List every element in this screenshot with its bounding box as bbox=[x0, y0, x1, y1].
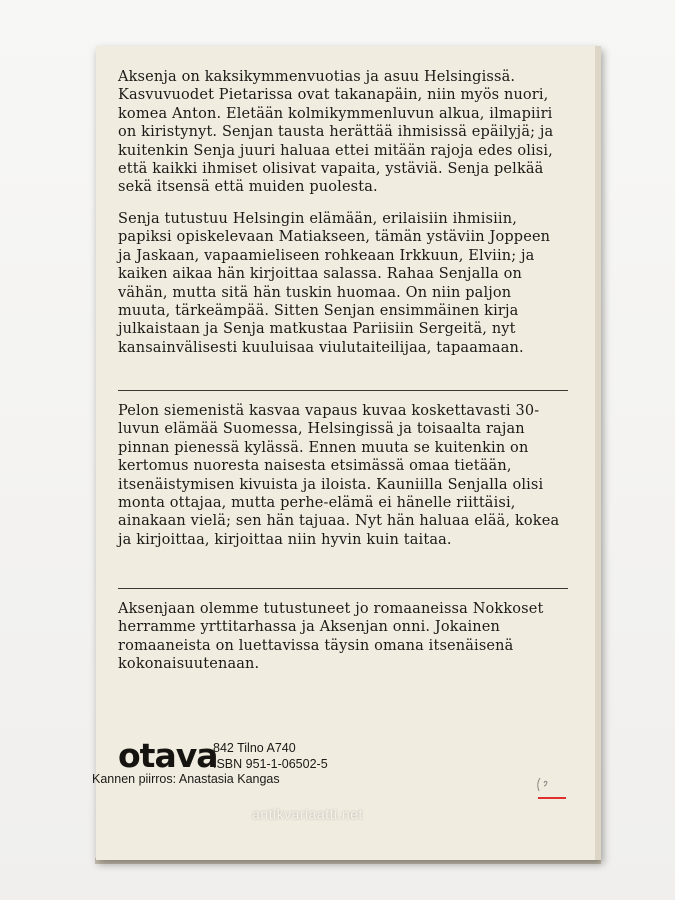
publisher-logo: otava bbox=[118, 736, 218, 775]
blurb-paragraph-3: Pelon siemenistä kasvaa vapaus kuvaa koskettavasti 30-luvun elämää Suomessa, Helsingissä ja toisaalta rajan pinnan pienessä kylässä. Ennen muuta se kuitenkin on kertomus nuoresta naisesta etsimässä omaa tietään, itsenäistymisen kivuista ja iloista. Kauniilla Senjalla olisi monta ottajaa, mutta perhe-elämä ei hänelle riittäisi, ainakaan vielä; sen hän tajuaa. Nyt hän haluaa elää, kokea ja kirjoittaa, kirjoittaa niin hyvin kuin taitaa. bbox=[118, 403, 560, 548]
watermark-text: antikvariaatti.net bbox=[252, 806, 363, 822]
pencil-price-mark-icon bbox=[534, 774, 570, 804]
blurb-paragraph-4: Aksenjaan olemme tutustuneet jo romaaneissa Nokkoset herramme yrttitarhassa ja Aksenjan onni. Jokainen romaaneista on luettavissa täysin omana itsenäisenä kokonaisuutenaan. bbox=[118, 601, 544, 673]
cover-credit: Kannen piirros: Anastasia Kangas bbox=[92, 772, 280, 786]
isbn: ISBN 951-1-06502-5 bbox=[213, 757, 328, 771]
blurb-paragraph-2: Senja tutustuu Helsingin elämään, erilaisiin ihmisiin, papiksi opiskelevaan Matiakseen, tämän ystäviin Joppeen ja Jaskaan, vapaamieliseen rohkeaan Irkkuun, Elviin; ja kaiken aikaa hän kirjoittaa salassa. Rahaa Senjalla on vähän, mutta sitä hän tuskin huomaa. On niin paljon muuta, tärkeämpää. Sitten Senjan ensimmäinen kirja julkaistaan ja Senja matkustaa Pariisiin Sergeitä, nyt kansainvälisesti kuuluisaa viulutaiteilijaa, tapaamaan. bbox=[118, 211, 551, 356]
catalog-number: 842 Tilno A740 bbox=[213, 741, 296, 755]
blurb-paragraph-1: Aksenja on kaksikymmenvuotias ja asuu Helsingissä. Kasvuvuodet Pietarissa ovat takanapäin, niin myös nuori, komea Anton. Eletään kolmikymmenluvun alkua, ilmapiiri on kiristynyt. Senjan tausta herättää ihmisissä epäilyjä; ja kuitenkin Senja juuri haluaa ettei mitään rajoja edes olisi, että kaikki ihmiset olisivat vapaita, ystäviä. Senja pelkää sekä itsensä että muiden puolesta. bbox=[118, 69, 554, 196]
divider-rule bbox=[118, 588, 568, 589]
book-back-cover bbox=[92, 46, 601, 860]
catalog-info bbox=[213, 740, 328, 772]
divider-rule bbox=[118, 390, 568, 391]
